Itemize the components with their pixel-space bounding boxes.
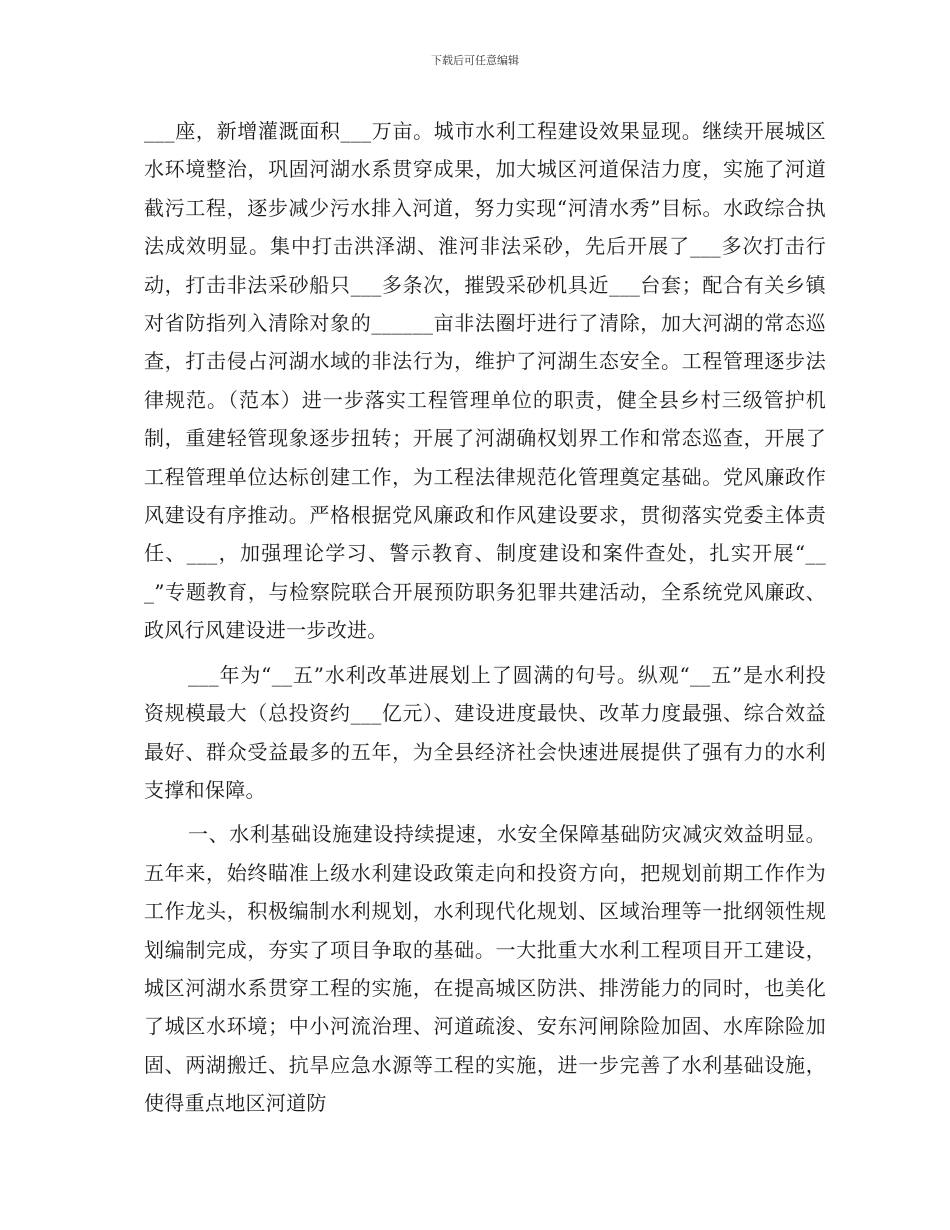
paragraph-3: 一、水利基础设施建设持续提速，水安全保障基础防灾减灾效益明显。五年来，始终瞄准上级水利建设政策走向和投资方向，把规划前期工作作为工作龙头，积极编制水利规划，水利现代化规划、区域治理等一批纲领性规划编制完成，夯实了项目争取的基础。一大批重大水利工程项目开工建设，城区河湖水系贯穿工程的实施，在提高城区防洪、排涝能力的同时，也美化了城区水环境；中小河流治理、河道疏浚、安东河闸除险加固、水库除险加固、两湖搬迁、抗旱应急水源等工程的实施，进一步完善了水利基础设施，使得重点地区河道防 [144,822,826,1116]
document-body [144,112,826,1123]
paragraph-1: ___座，新增灌溉面积___万亩。城市水利工程建设效果显现。继续开展城区水环境整治，巩固河湖水系贯穿成果，加大城区河道保洁力度，实施了河道截污工程，逐步减少污水排入河道，努力实现“河清水秀”目标。水政综合执法成效明显。集中打击洪泽湖、淮河非法采砂，先后开展了___多次打击行动，打击非法采砂船只___多条次，摧毁采砂机具近___台套；配合有关乡镇对省防指列入清除对象的______亩非法圈圩进行了清除，加大河湖的常态巡查，打击侵占河湖水域的非法行为，维护了河湖生态安全。工程管理逐步法律规范。（范本）进一步落实工程管理单位的职责，健全县乡村三级管护机制，重建轻管现象逐步扭转；开展了河湖确权划界工作和常态巡查，开展了工程管理单位达标创建工作，为工程法律规范化管理奠定基础。党风廉政作风建设有序推动。严格根据党风廉政和作风建设要求，贯彻落实党委主体责任、___，加强理论学习、警示教育、制度建设和案件查处，扎实开展“___”专题教育，与检察院联合开展预防职务犯罪共建活动，全系统党风廉政、政风行风建设进一步改进。 [144,119,826,643]
paragraph-2: ___年为“__五”水利改革进展划上了圆满的句号。纵观“__五”是水利投资规模最大（总投资约___亿元）、建设进度最快、改革力度最强、综合效益最好、群众受益最多的五年，为全县经济社会快速进展提供了强有力的水利支撑和保障。 [144,662,826,802]
page-header: 下载后可任意编辑 [431,54,519,67]
